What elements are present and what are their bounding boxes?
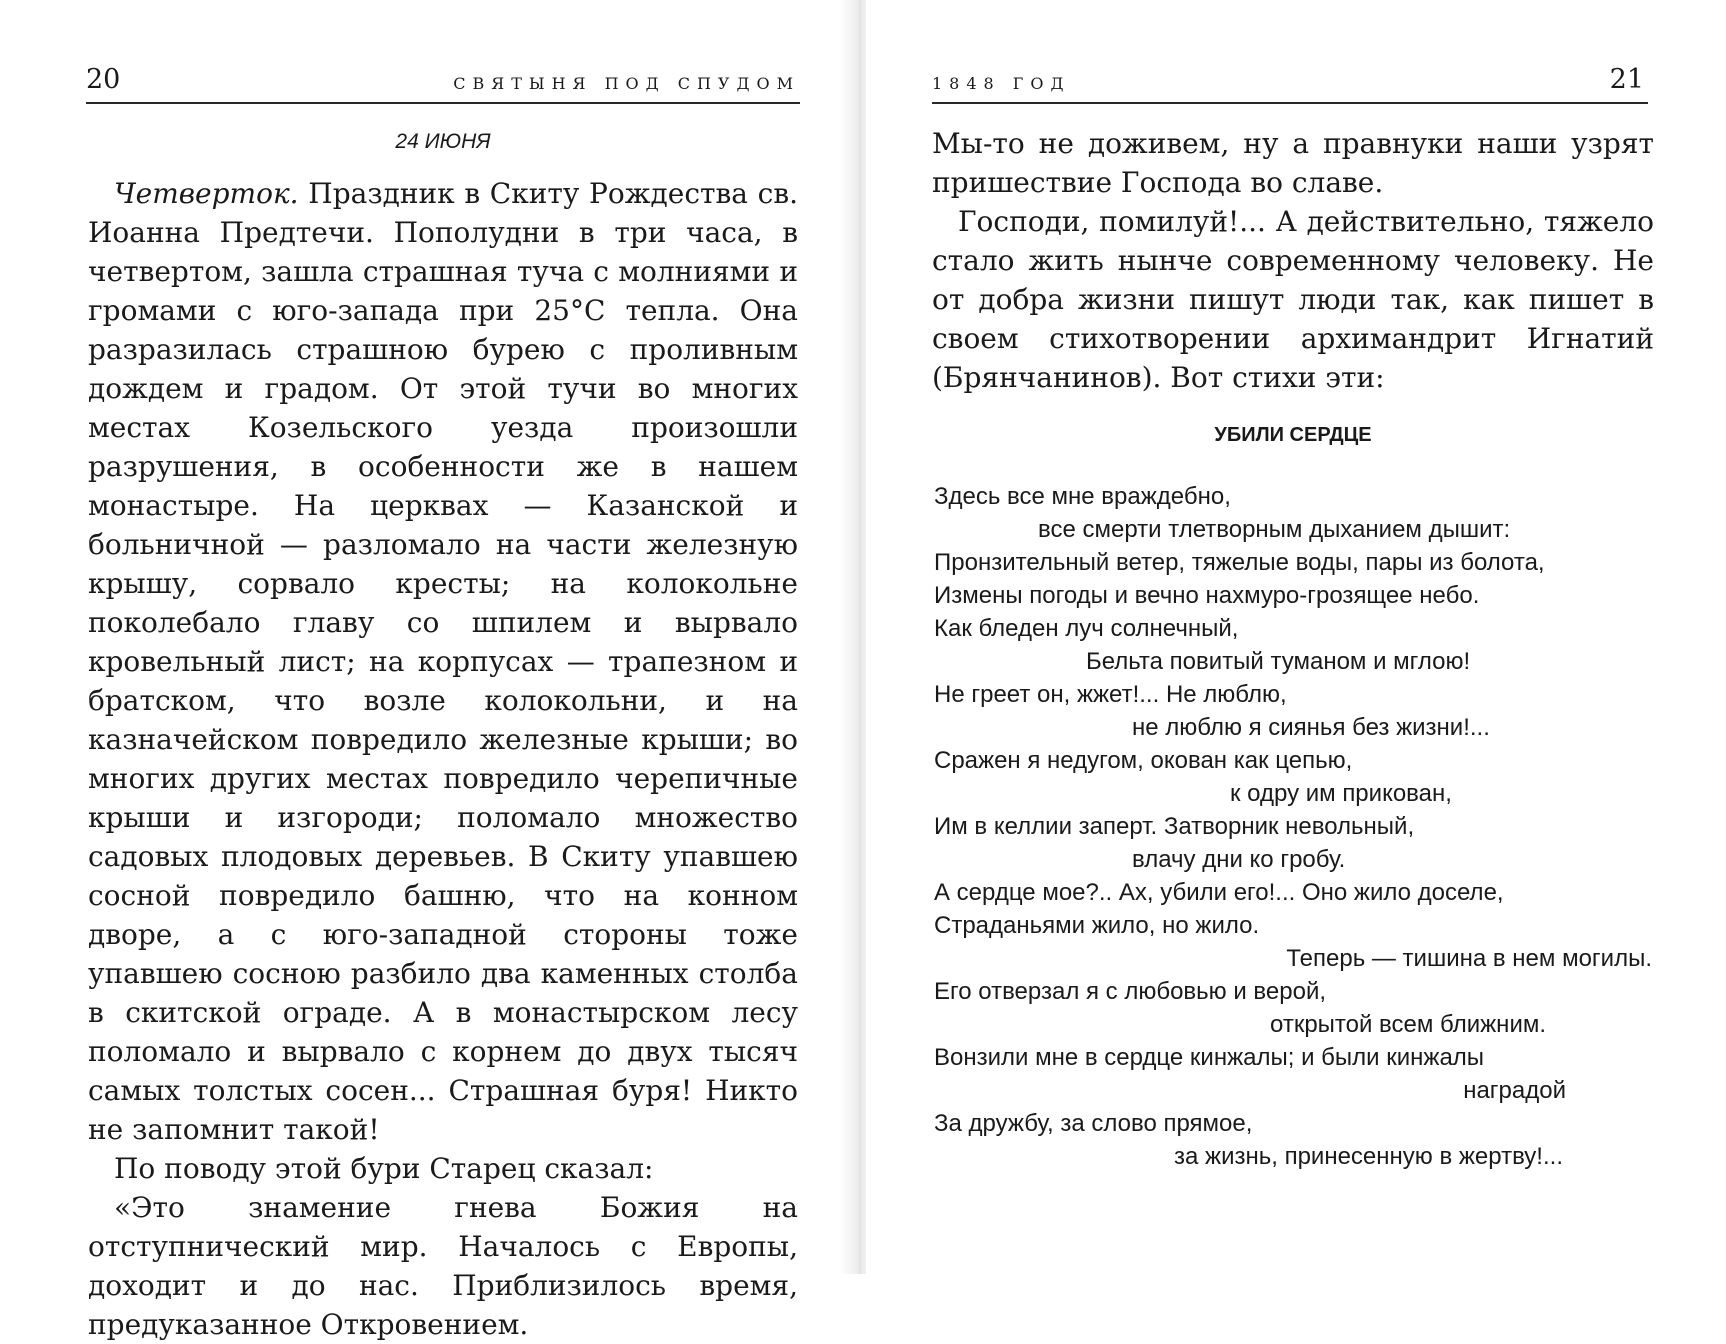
poem-line: Измены погоды и вечно нахмуро-грозящее небо.	[934, 582, 1480, 609]
right-running-title: 1848 ГОД	[932, 74, 1071, 93]
poem-line: наградой	[1463, 1077, 1566, 1104]
paragraph: Мы-то не доживем, ну а правнуки наши узрят пришествие Господа во славе.	[932, 127, 1654, 199]
poem-line: Им в келлии заперт. Затворник невольный,	[934, 813, 1415, 840]
poem-line: Пронзительный ветер, тяжелые воды, пары из болота,	[934, 549, 1545, 576]
poem-line: Страданьями жило, но жило.	[934, 912, 1260, 939]
right-page	[866, 0, 1726, 1274]
left-body-text	[88, 174, 798, 1344]
poem-line: Как бледен луч солнечный,	[934, 615, 1239, 642]
paragraph: По поводу этой бури Старец сказал:	[114, 1152, 654, 1185]
poem-line: Сражен я недугом, окован как цепью,	[934, 747, 1353, 774]
poem-title: УБИЛИ СЕРДЦЕ	[1214, 424, 1372, 446]
left-running-title: СВЯТЫНЯ ПОД СПУДОМ	[453, 74, 800, 93]
poem-line: Теперь — тишина в нем могилы.	[1286, 945, 1652, 972]
poem-line: А сердце мое?.. Ах, убили его!... Оно жило доселе,	[934, 879, 1504, 906]
paragraph: «Это знамение гнева Божия на отступнический мир. Началось с Европы, доходит и до нас. Приблизилось время, предуказанное Откровением.	[88, 1191, 798, 1341]
poem-line: Бельта повитый туманом и мглою!	[1086, 648, 1471, 675]
date-heading: 24 ИЮНЯ	[395, 130, 491, 153]
poem-line: Вонзили мне в сердце кинжалы; и были кинжалы	[934, 1044, 1485, 1071]
poem-line: За дружбу, за слово прямое,	[934, 1110, 1253, 1137]
paragraph-lead: Четверток.	[114, 177, 299, 210]
paragraph: Господи, помилуй!... А действительно, тяжело стало жить нынче современному человеку. Не от добра жизни пишут люди так, как пишет в своем стихотворении архимандрит Игнатий (Брянчанинов). Вот стихи эти:	[932, 205, 1654, 394]
poem	[934, 480, 1654, 1173]
poem-line: за жизнь, принесенную в жертву!...	[1174, 1143, 1563, 1170]
poem-line: открытой всем ближним.	[1270, 1011, 1547, 1038]
poem-line: Его отверзал я с любовью и верой,	[934, 978, 1327, 1005]
right-body-text	[932, 124, 1654, 397]
poem-line: все смерти тлетворным дыханием дышит:	[1038, 516, 1511, 543]
left-page	[0, 0, 862, 1341]
poem-line: Не греет он, жжет!... Не люблю,	[934, 681, 1287, 708]
right-running-header	[932, 62, 1648, 104]
poem-line: Здесь все мне враждебно,	[934, 483, 1231, 510]
paragraph-text: Праздник в Скиту Рождества св. Иоанна Предтечи. Пополудни в три часа, в четвертом, зашла страшная туча с молниями и громами с юго-запада при 25°С тепла. Она разразилась страшною бурею с проливным дождем и градом. От этой тучи во многих местах Козельского уезда произошли разрушения, в особенности же в нашем монастыре. На церквах — Казанской и больничной — разломало на части железную крышу, сорвало кресты; на колокольне поколебало главу со шпилем и вырвало кровельный лист; на корпусах — трапезном и братском, что возле колокольни, и на казначейском повредило железные крыши; во многих других местах повредило черепичные крыши и изгороди; поломало множество садовых плодовых деревьев. В Скиту упавшею сосной повредило башню, что на конном дворе, а с юго-западной стороны тоже упавшею сосною разбило два каменных столба в скитской ограде. А в монастырском лесу поломало и вырвало с корнем до двух тысяч самых толстых сосен... Страшная буря! Никто не запомнит такой!	[88, 177, 798, 1146]
right-page-number: 21	[1609, 64, 1644, 95]
poem-line: к одру им прикован,	[1230, 780, 1452, 807]
poem-line: влачу дни ко гробу.	[1132, 846, 1346, 873]
left-page-number: 20	[86, 64, 121, 95]
paragraph	[88, 174, 798, 1149]
poem-line: не люблю я сиянья без жизни!...	[1132, 714, 1490, 741]
left-running-header	[86, 62, 800, 104]
